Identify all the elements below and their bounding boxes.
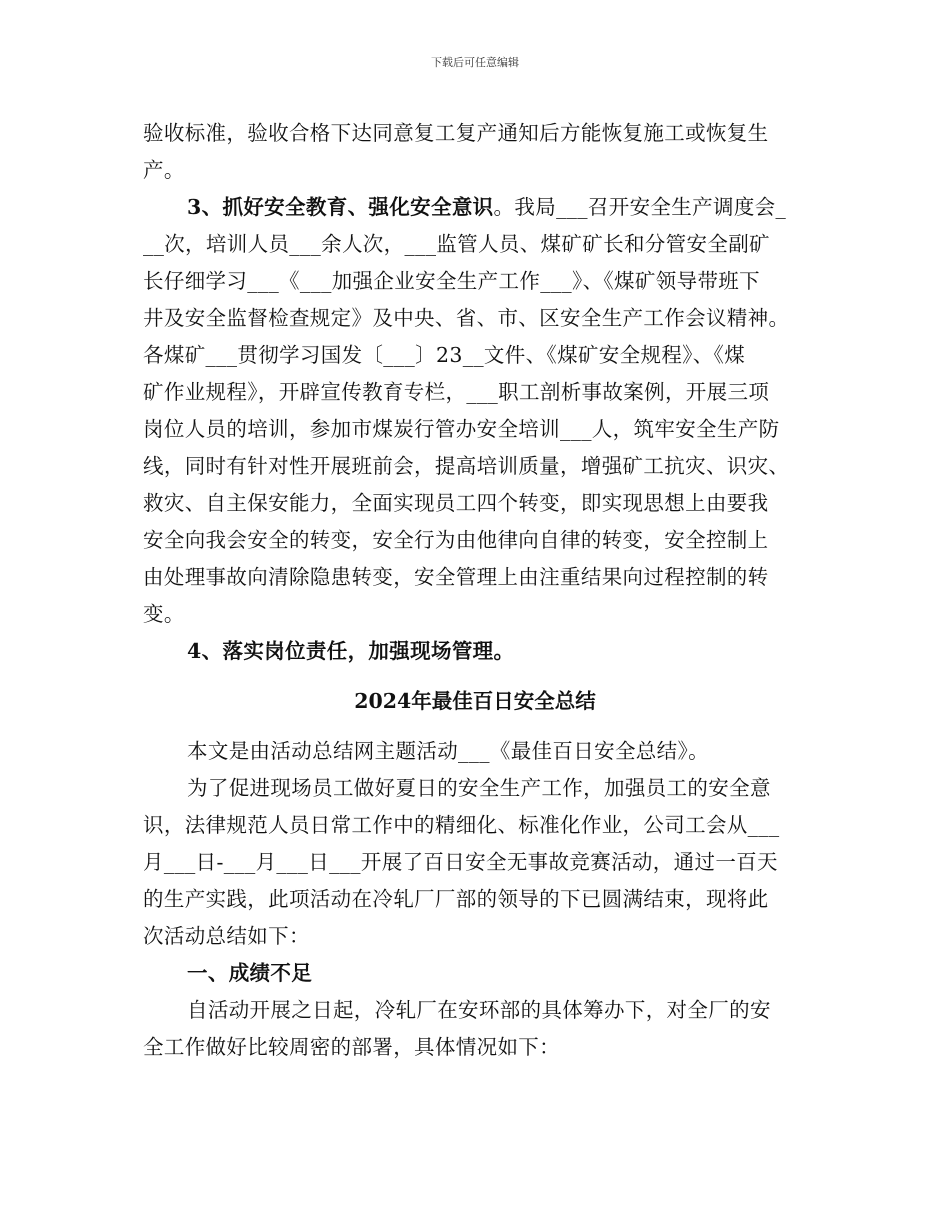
section-line: 全工作做好比较周密的部署，具体情况如下： xyxy=(143,1035,560,1059)
paragraph-3-heading xyxy=(187,190,786,220)
bold-heading: 3、抓好安全教育、强化安全意识 xyxy=(187,195,494,219)
text-line: 救灾、自主保安能力，全面实现员工四个转变，即实现思想上由要我 xyxy=(143,491,769,515)
paragraph-4-heading: 4、落实岗位责任，加强现场管理。 xyxy=(187,639,515,663)
intro-line: 本文是由活动总结网主题活动___《最佳百日安全总结》。 xyxy=(187,739,709,763)
text-line: 矿作业规程》，开辟宣传教育专栏，___职工剖析事故案例，开展三项 xyxy=(143,380,770,404)
heading-continuation: 。我局___召开安全生产调度会_ xyxy=(493,195,787,219)
text-line: 岗位人员的培训，参加市煤炭行管办安全培训___人，筑牢安全生产防 xyxy=(143,417,780,441)
body-line: 为了促进现场员工做好夏日的安全生产工作，加强员工的安全意 xyxy=(187,776,771,800)
section-heading: 一、成绩不足 xyxy=(187,961,313,985)
text-line: 由处理事故向清除隐患转变，安全管理上由注重结果向过程控制的转 xyxy=(143,565,769,589)
page-header: 下载后可任意编辑 xyxy=(431,56,519,69)
text-line: 线，同时有针对性开展班前会，提高培训质量，增强矿工抗灾、识灾、 xyxy=(143,454,790,478)
body-line: 识，法律规范人员日常工作中的精细化、标准化作业，公司工会从___ xyxy=(143,813,780,837)
text-line: __次，培训人员___余人次，___监管人员、煤矿矿长和分管安全副矿 xyxy=(143,232,770,256)
document-title: 2024年最佳百日安全总结 xyxy=(354,689,596,713)
text-line: 验收标准，验收合格下达同意复工复产通知后方能恢复施工或恢复生 xyxy=(143,121,769,145)
section-line: 自活动开展之日起，冷轧厂在安环部的具体筹办下，对全厂的安 xyxy=(187,998,771,1022)
body-line: 的生产实践，此项活动在冷轧厂厂部的领导的下已圆满结束，现将此 xyxy=(143,887,769,911)
text-line: 安全向我会安全的转变，安全行为由他律向自律的转变，安全控制上 xyxy=(143,528,769,552)
body-line: 次活动总结如下： xyxy=(143,924,310,948)
text-line: 产。 xyxy=(143,158,185,182)
text-line: 各煤矿___贯彻学习国发〔___〕23__文件、《煤矿安全规程》、《煤 xyxy=(143,343,746,367)
text-line: 长仔细学习___《___加强企业安全生产工作___》、《煤矿领导带班下 xyxy=(143,269,760,293)
text-line: 变。 xyxy=(143,602,185,626)
text-line: 井及安全监督检查规定》及中央、省、市、区安全生产工作会议精神。 xyxy=(143,306,790,330)
body-line: 月___日-___月___日___开展了百日安全无事故竞赛活动，通过一百天 xyxy=(143,850,778,874)
